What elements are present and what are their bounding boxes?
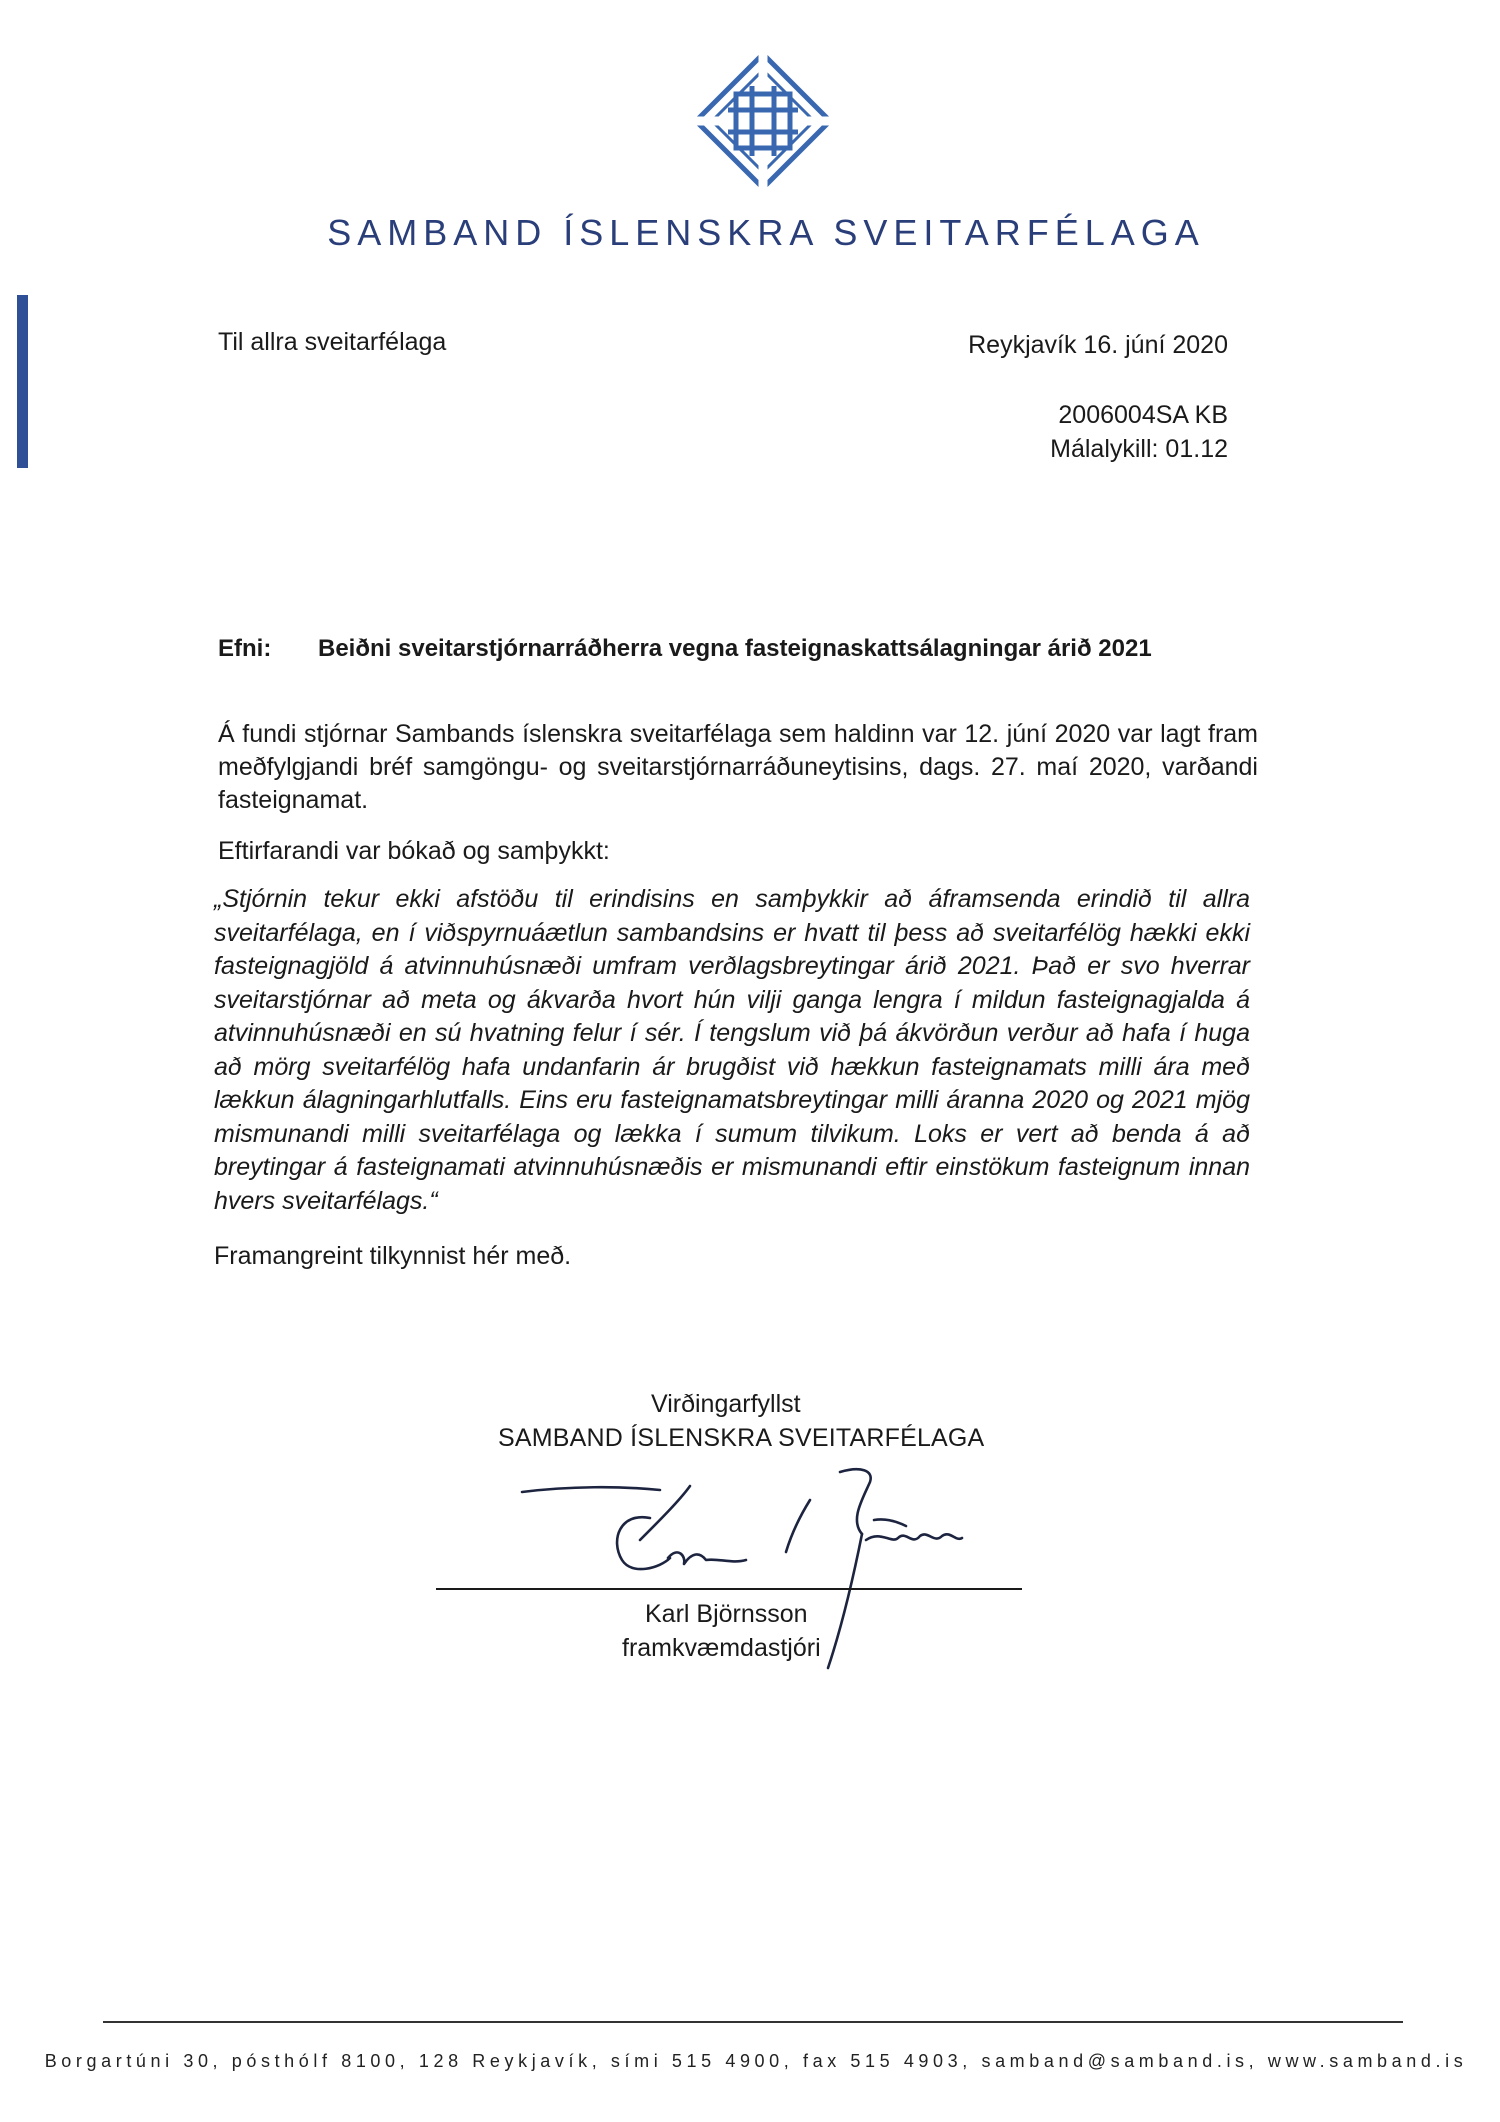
- reference-number: 2006004SA KB: [1058, 401, 1228, 429]
- signer-name: Karl Björnsson: [645, 1600, 808, 1628]
- closing-salutation: Virðingarfyllst: [651, 1390, 801, 1418]
- letterhead-org-name: SAMBAND ÍSLENSKRA SVEITARFÉLAGA: [327, 212, 1205, 253]
- subject-line: [218, 635, 1152, 663]
- closing-org-name: SAMBAND ÍSLENSKRA SVEITARFÉLAGA: [498, 1424, 985, 1452]
- body-paragraph-1: Á fundi stjórnar Sambands íslenskra sveitarfélaga sem haldinn var 12. júní 2020 var lagt fram meðfylgjandi bréf samgöngu- og sveitarstjórnarráðuneytisins, dags. 27. maí 2020, varðandi fasteignamat.: [218, 720, 1258, 814]
- case-key: Málalykill: 01.12: [1050, 435, 1228, 463]
- footer-contact-info: Borgartúni 30, pósthólf 8100, 128 Reykjavík, sími 515 4900, fax 515 4903, samband@samband.is, www.samband.is: [44, 2051, 1468, 2071]
- organization-logo-icon: [690, 48, 836, 194]
- reference-block: [1050, 398, 1228, 466]
- body-paragraph-3: Framangreint tilkynnist hér með.: [214, 1242, 572, 1270]
- footer-divider: [103, 2021, 1403, 2023]
- signature-line: [436, 1588, 1022, 1590]
- body-paragraph-2: Eftirfarandi var bókað og samþykkt:: [218, 837, 610, 865]
- letter-date: Reykjavík 16. júní 2020: [968, 331, 1228, 359]
- signer-title: framkvæmdastjóri: [622, 1634, 821, 1662]
- board-resolution-quote: „Stjórnin tekur ekki afstöðu til erindisins en samþykkir að áframsenda erindið til allra sveitarfélaga, en í viðspyrnuáætlun sambandsins er hvatt til þess að sveitarfélög hækki ekki fasteignagjöld á atvinnuhúsnæði umfram verðlagsbreytingar árið 2021. Það er svo hverrar sveitarstjórnar að meta og ákvarða hvort hún vilji ganga lengra í mildun fasteignagjalda á atvinnuhúsnæði en sú hvatning felur í sér. Í tengslum við þá ákvörðun verður að hafa í huga að mörg sveitarfélög hafa undanfarin ár brugðist við hækkun fasteignamats milli ára með lækkun álagningarhlutfalls. Eins eru fasteignamatsbreytingar milli áranna 2020 og 2021 mjög mismunandi milli sveitarfélaga og lækka í sumum tilvikum. Loks er vert að benda á að breytingar á fasteignamati atvinnuhúsnæðis er mismunandi eftir einstökum fasteignum innan hvers sveitarfélags.“: [214, 885, 1250, 1215]
- recipient-line: Til allra sveitarfélaga: [218, 328, 447, 356]
- scan-edge-bar: [17, 295, 28, 468]
- subject-text: Beiðni sveitarstjórnarráðherra vegna fasteignaskattsálagningar árið 2021: [318, 635, 1152, 662]
- subject-label: Efni:: [218, 635, 272, 662]
